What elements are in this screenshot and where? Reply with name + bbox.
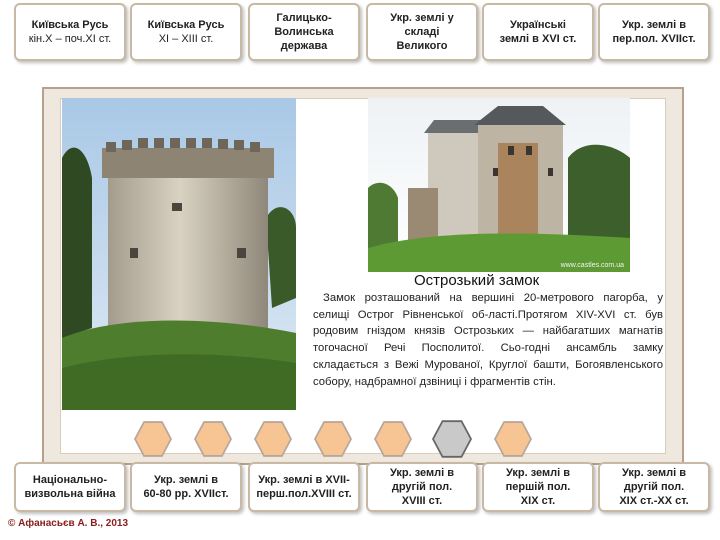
tab-line3: XIX ст. [520, 495, 556, 507]
tab-line3: XIX ст.-XX ст. [619, 495, 689, 507]
castle-photo [368, 98, 630, 272]
tab-ukrainian-lands-17[interactable] [598, 3, 710, 61]
pager-hex-3[interactable] [254, 420, 292, 458]
tab-line2: визвольна війна [24, 488, 116, 500]
tab-line1: Укр. землі в XVII- [258, 474, 350, 486]
tab-line2: перш.пол.XVIII ст. [256, 488, 352, 500]
pager-hex-4[interactable] [314, 420, 352, 458]
tab-line1: Українські [510, 19, 566, 31]
tab-line1: Укр. землі в [505, 467, 571, 479]
pager-hex-1[interactable] [134, 420, 172, 458]
tab-ukrainian-lands-19-20[interactable] [598, 462, 710, 512]
tab-ukrainian-lands-18-second-half[interactable] [366, 462, 478, 512]
tab-kyivan-rus-10-11[interactable] [14, 3, 126, 61]
copyright-text: © Афанасьєв А. В., 2013 [8, 518, 129, 529]
tab-line1: Національно- [32, 474, 108, 486]
tab-title: Київська Русь [147, 19, 225, 31]
tab-line2: другій пол. [623, 481, 685, 493]
tab-line3: Великого [396, 40, 448, 52]
tab-ukrainian-lands-17-18[interactable] [248, 462, 360, 512]
tab-line2: Волинська [274, 26, 334, 38]
tab-line2: пер.пол. XVIIст. [612, 33, 696, 45]
tab-line1: Укр. землі в [389, 467, 455, 479]
tab-line1: Укр. землі в [621, 467, 687, 479]
tab-grand-duchy[interactable] [366, 3, 478, 61]
pager-hex-5[interactable] [374, 420, 412, 458]
tab-ukrainian-lands-19-first-half[interactable] [482, 462, 594, 512]
tab-line2: складі [404, 26, 440, 38]
slide-caption: Острозький замок [414, 272, 540, 289]
pager-hex-7[interactable] [494, 420, 532, 458]
tab-line1: Укр. землі у [390, 12, 454, 24]
tab-kyivan-rus-11-13[interactable] [130, 3, 242, 61]
tab-line1: Укр. землі в [153, 474, 219, 486]
pager-hex-2[interactable] [194, 420, 232, 458]
slide-pager [134, 420, 534, 460]
tab-galicia-volhynia[interactable] [248, 3, 360, 61]
tab-subtitle: кін.Х – поч.ХІ ст. [28, 33, 112, 45]
tab-title: Київська Русь [31, 19, 109, 31]
tab-line2: першій пол. [505, 481, 571, 493]
round-tower-photo [62, 98, 296, 410]
tab-national-liberation-war[interactable] [14, 462, 126, 512]
slide-description: Замок розташований на вершині 20-метрового пагорба, у селищі Острог Рівненської об-ласті.Протягом XIV-XVI ст. був родовим гніздом князів Острозьких — найбагатших магнатів тогочасної Речі Посполитої. Сьо-годні ансамбль замку складається з Вежі Мурованої, Круглої башти, Богоявленського собору, надбрамної дзвіниці і фрагментів стін. [313, 292, 663, 388]
tab-line1: Галицько- [276, 12, 332, 24]
tab-subtitle: ХІ – ХІІІ ст. [158, 33, 214, 45]
tab-line2: другій пол. [391, 481, 453, 493]
tab-line2: землі в XVI ст. [499, 33, 577, 45]
pager-hex-6-current[interactable] [432, 419, 472, 459]
tab-line3: XVIII ст. [401, 495, 443, 507]
tab-ukrainian-lands-1660-80[interactable] [130, 462, 242, 512]
tab-line1: Укр. землі в [621, 19, 687, 31]
tab-line3: держава [280, 40, 328, 52]
tab-ukrainian-lands-16[interactable] [482, 3, 594, 61]
photo-watermark: www.castles.com.ua [560, 262, 624, 269]
tab-line2: 60-80 рр. XVIIст. [143, 488, 229, 500]
